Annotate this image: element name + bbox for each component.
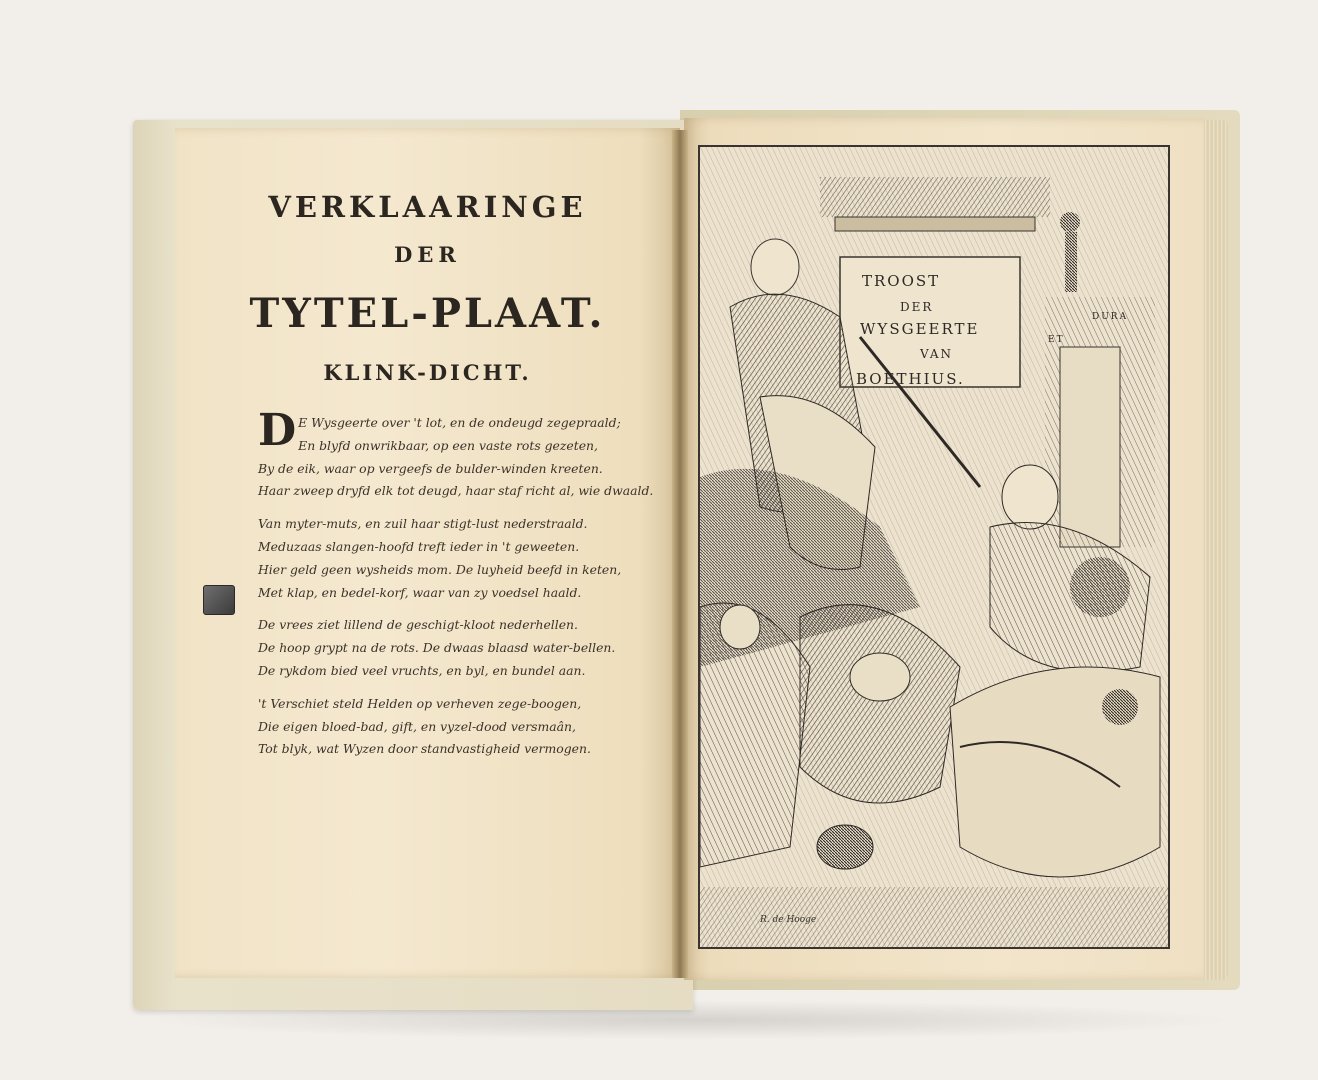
- poem-line: By de eik, waar op vergeefs de bulder-winden kreeten.: [258, 460, 603, 476]
- poem-line: E Wysgeerte over 't lot, en de ondeugd zegepraald;: [298, 415, 621, 430]
- poem-line: Met klap, en bedel-korf, waar van zy voedsel haald.: [258, 584, 582, 600]
- poem-line: De vrees ziet lillend de geschigt-kloot nederhellen.: [258, 617, 578, 633]
- poem-stanza-2: [258, 513, 668, 604]
- title-line-2: DER: [394, 242, 461, 267]
- drop-capital: D: [258, 405, 297, 456]
- poem-line: Haar zweep dryfd elk tot deugd, haar staf richt al, wie dwaald.: [258, 483, 654, 499]
- poem-line: Hier geld geen wysheids mom. De luyheid beefd in keten,: [258, 561, 622, 577]
- engraving-caption-line: DER: [900, 300, 934, 314]
- engraving-illustration: [700, 147, 1168, 947]
- arch-inscription-left: ET: [1048, 335, 1065, 345]
- poem-stanza-1: [258, 405, 668, 503]
- arch-inscription-right: DURA: [1092, 312, 1129, 322]
- title-line-3: TYTEL-PLAAT.: [249, 290, 606, 337]
- page-weight: [203, 585, 235, 615]
- poem-subtitle: KLINK-DICHT.: [323, 360, 532, 385]
- poem-line: De hoop grypt na de rots. De dwaas blaasd water-bellen.: [258, 640, 616, 656]
- poem-stanza-4: [258, 693, 668, 761]
- poem-line: 't Verschiet steld Helden op verheven zege-boogen,: [258, 695, 582, 711]
- poem-line: De rykdom bied veel vruchts, en byl, en bundel aan.: [258, 662, 586, 678]
- poem-stanza-3: [258, 614, 668, 682]
- poem-line: En blyfd onwrikbaar, op een vaste rots gezeten,: [298, 437, 598, 453]
- engraving-caption-line: BOETHIUS.: [856, 370, 965, 388]
- poem-body: [258, 405, 668, 771]
- poem-line: Meduzaas slangen-hoofd treft ieder in 't geweeten.: [258, 538, 580, 554]
- poem-line: Van myter-muts, en zuil haar stigt-lust nederstraald.: [258, 516, 588, 532]
- engraving-caption-line: TROOST: [862, 272, 941, 290]
- title-line-1: VERKLAARINGE: [268, 190, 587, 224]
- poem-line: Die eigen bloed-bad, gift, en vyzel-dood versmaân,: [258, 718, 576, 734]
- poem-line: Tot blyk, wat Wyzen door standvastigheid vermogen.: [258, 741, 591, 757]
- frontispiece-engraving: [698, 145, 1170, 949]
- engraving-caption-line: WYSGEERTE: [860, 320, 980, 338]
- engraving-caption-line: VAN: [920, 347, 954, 361]
- engraver-signature: R. de Hooge: [760, 915, 817, 925]
